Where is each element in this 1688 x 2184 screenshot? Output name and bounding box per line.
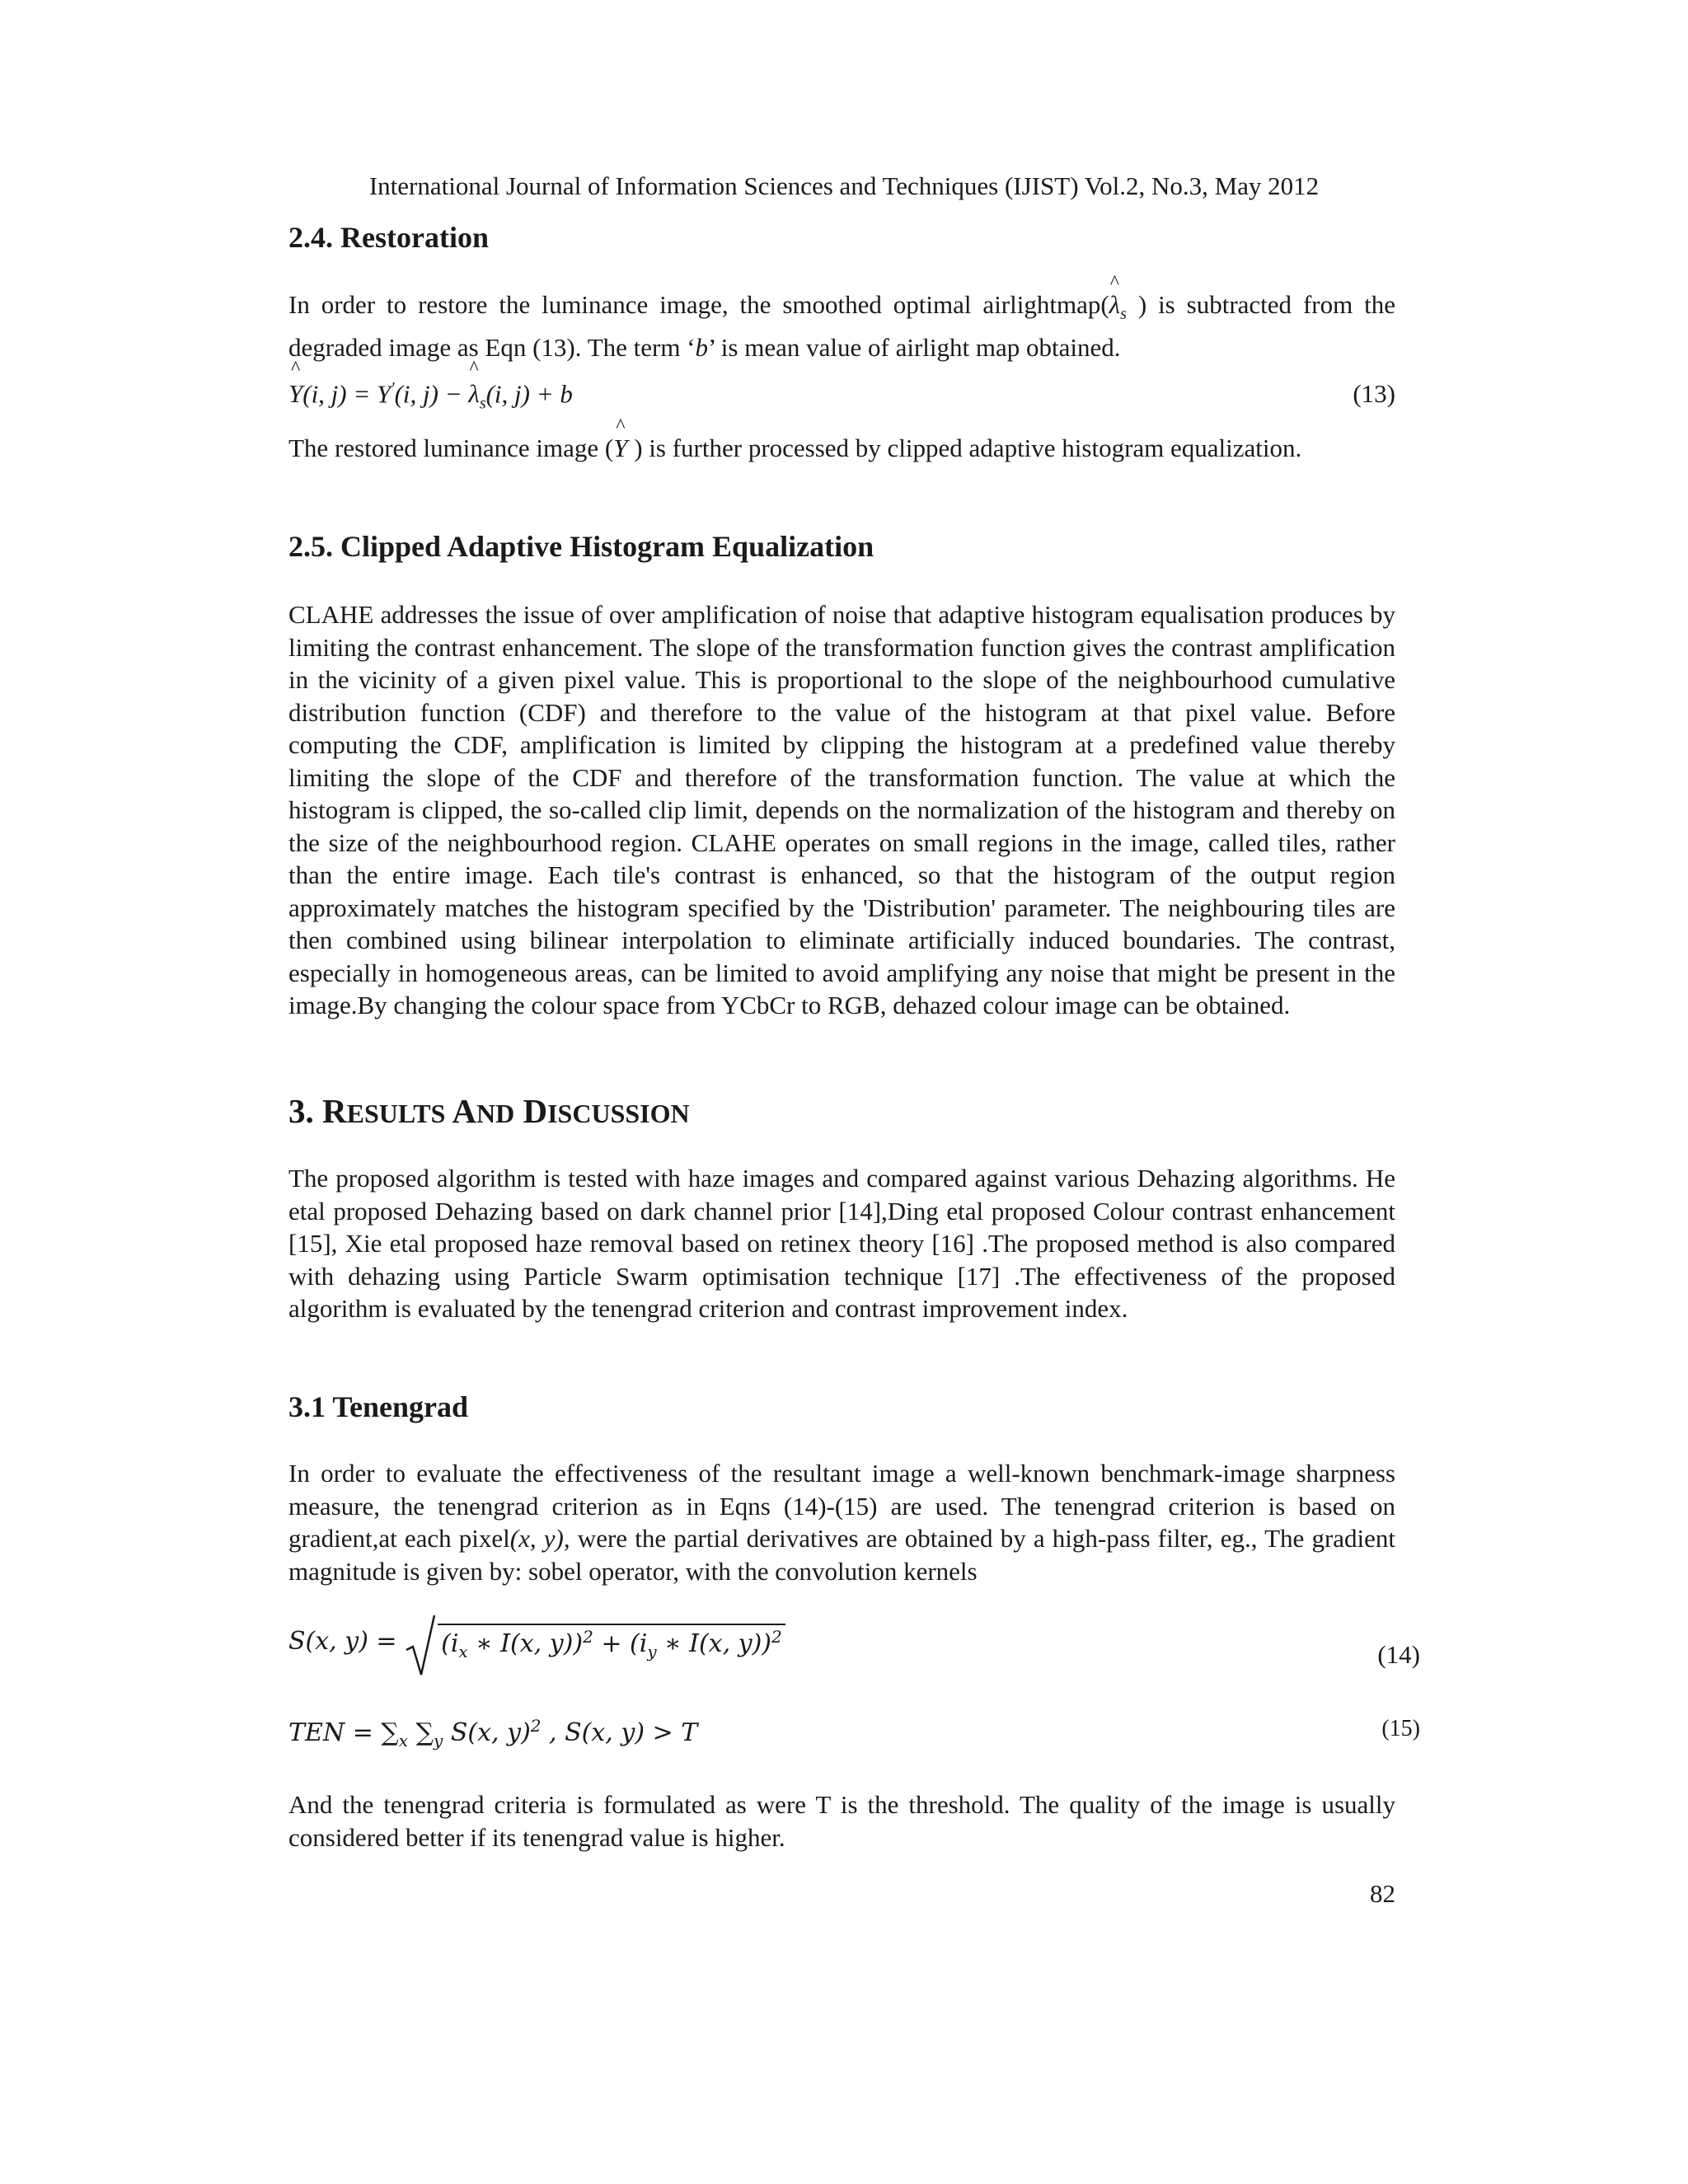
paragraph: In order to evaluate the effectiveness of the resultant image a well-known benchmark-image sharpness measure, the tenengrad criterion as in Eqns (14)-(15) are used. The tenengrad criterion is based on gradient,at each pixel(x, y), were the partial derivatives are obtained by a high-pass filter, eg., The gradient magnitude is given by: sobel operator, with the convolution kernels: [288, 1459, 1396, 1586]
section-title: 3.1 Tenengrad: [288, 1390, 469, 1423]
equation-13: [288, 379, 1395, 429]
tenengrad-paragraph-2: [288, 1788, 1395, 1854]
equation-number: (15): [1381, 1716, 1420, 1741]
paragraph: CLAHE addresses the issue of over amplification of noise that adaptive histogram equalisation produces by limiting the contrast enhancement. The slope of the transformation function gives the contrast amplification in the vicinity of a given pixel value. This is proportional to the slope of the neighbourhood cumulative distribution function (CDF) and therefore to the value of the histogram at that pixel value. Before computing the CDF, amplification is limited by clipping the histogram at a predefined value thereby limiting the slope of the CDF and therefore of the transformation function. The value at which the histogram is clipped, the so-called clip limit, depends on the normalization of the histogram and thereby on the size of the neighbourhood region. CLAHE operates on small regions in the image, called tiles, rather than the entire image. Each tile's contrast is enhanced, so that the histogram of the output region approximately matches the histogram specified by the 'Distribution' parameter. The neighbouring tiles are then combined using bilinear interpolation to eliminate artificially induced boundaries. The contrast, especially in homogeneous areas, can be limited to avoid amplifying any noise that might be present in the image.By changing the colour space from YCbCr to RGB, dehazed colour image can be obtained.: [288, 600, 1395, 1019]
equation-15: [288, 1716, 1420, 1765]
square-root: ($i_x$ ∗ I(x, $y))^2 + (i_y$ ∗ I(x, y))$^2$: [405, 1624, 785, 1661]
paragraph: The proposed algorithm is tested with haze images and compared against various Dehazing algorithms. He etal proposed Dehazing based on dark channel prior [14],Ding etal proposed Colour contrast enhancement [15], Xie etal proposed haze removal based on retinex theory [16] .The proposed method is also compared with dehazing using Particle Swarm optimisation technique [17] .The effectiveness of the proposed algorithm is evaluated by the tenengrad criterion and contrast improvement index.: [288, 1164, 1395, 1323]
section-results: [288, 1093, 1395, 1132]
section-title: 2.4. Restoration: [288, 221, 489, 254]
paragraph: The restored luminance image (^ Y ) is further processed by clipped adaptive histogram equalization.: [288, 432, 1395, 465]
section-title: 2.5. Clipped Adaptive Histogram Equalization: [288, 530, 874, 563]
section-tenengrad: [288, 1389, 1395, 1425]
lambda-hat-symbol: ^ λ: [1109, 288, 1120, 321]
running-header: International Journal of Information Sciences and Techniques (IJIST) Vol.2, No.3, May 2012: [368, 171, 1320, 200]
equation-13-body: ^ Y(i, j) = Y'(i, j) − ^ $\lambda_s(i$, j) + b: [288, 379, 573, 414]
equation-14: [288, 1624, 1420, 1690]
section-clahe: [288, 528, 1395, 565]
equation-number: (14): [1377, 1640, 1420, 1669]
restoration-paragraph-2: [288, 432, 1395, 465]
equation-number: (13): [1353, 379, 1395, 408]
page-number: 82: [1370, 1879, 1395, 1908]
paragraph: In order to restore the luminance image, the smoothed optimal airlightmap(^ $\lambda_s$ ) is subtracted from the degraded image as Eqn (13). The term ‘b’ is mean value of airlight map obtained.: [288, 288, 1395, 363]
section-title: 3. RESULTS AND DISCUSSION: [288, 1092, 690, 1130]
radical-sign-icon: [405, 1614, 436, 1678]
section-restoration: [288, 219, 1395, 255]
equation-15-body: TEN = $\sum_x$ $\sum_y$ S(x, y)$^2$ , S(x, y) > T: [288, 1716, 698, 1750]
results-paragraph: [288, 1162, 1395, 1325]
restoration-paragraph: [288, 288, 1395, 363]
paragraph: And the tenengrad criteria is formulated as were T is the threshold. The quality of the image is usually considered better if its tenengrad value is higher.: [288, 1790, 1395, 1852]
equation-14-body: S(x, y) = ($i_x$ ∗ I(x, $y))^2 + (i_y$ ∗ I(x, y))$^2$: [288, 1624, 785, 1661]
y-hat-symbol: ^ Y: [613, 432, 627, 465]
clahe-paragraph: [288, 598, 1395, 1022]
tenengrad-paragraph: [288, 1457, 1395, 1587]
